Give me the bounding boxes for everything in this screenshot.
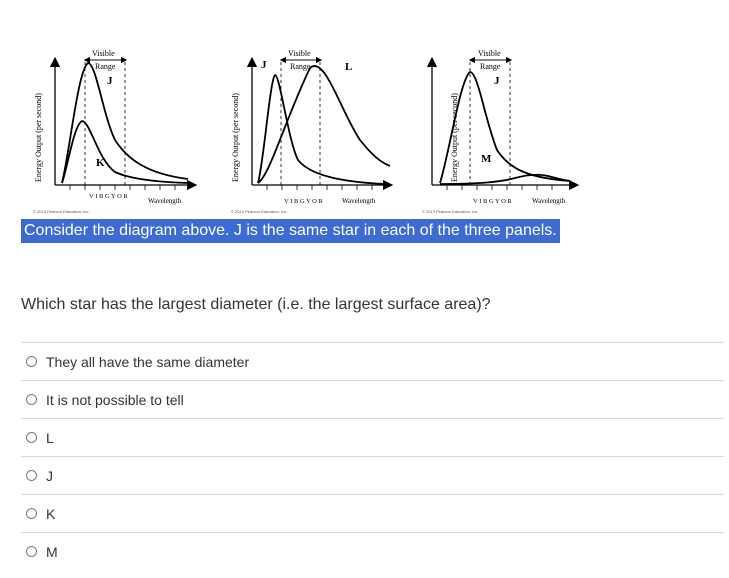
star-energy-diagram — [0, 0, 729, 220]
star-label-l: L — [345, 61, 353, 73]
option-l[interactable] — [21, 418, 724, 456]
svg-text:Range: Range — [95, 62, 116, 71]
svg-text:Visible: Visible — [92, 49, 115, 58]
svg-text:Range: Range — [290, 62, 311, 71]
option-label: M — [46, 543, 58, 560]
svg-text:Visible: Visible — [288, 49, 311, 58]
option-label: J — [46, 467, 53, 484]
svg-text:Wavelength: Wavelength — [532, 197, 566, 205]
panel-2 — [231, 49, 390, 214]
svg-text:V I B G Y O R: V I B G Y O R — [473, 198, 512, 205]
svg-text:Visible: Visible — [478, 49, 501, 58]
y-axis-label: Energy Output (per second) — [231, 93, 240, 182]
option-k[interactable] — [21, 494, 724, 532]
radio-button[interactable] — [26, 394, 37, 405]
option-j[interactable] — [21, 456, 724, 494]
radio-button[interactable] — [26, 546, 37, 557]
star-label-k: K — [96, 157, 105, 169]
radio-button[interactable] — [26, 356, 37, 367]
question-text: Which star has the largest diameter (i.e. the largest surface area)? — [21, 296, 491, 313]
svg-text:Wavelength: Wavelength — [342, 197, 376, 205]
panel-3 — [422, 49, 574, 214]
option-label: It is not possible to tell — [46, 391, 184, 408]
star-label-m: M — [481, 153, 492, 165]
star-label-j: J — [107, 75, 113, 87]
radio-button[interactable] — [26, 432, 37, 443]
radio-button[interactable] — [26, 470, 37, 481]
option-same-diameter[interactable] — [21, 342, 724, 380]
svg-text:© 2013 Pearson Education, Inc.: © 2013 Pearson Education, Inc. — [33, 209, 90, 214]
option-m[interactable] — [21, 532, 724, 570]
prompt-text: Consider the diagram above. J is the same star in each of the three panels. — [21, 219, 560, 243]
radio-button[interactable] — [26, 508, 37, 519]
star-label-j: J — [261, 59, 267, 71]
option-label: They all have the same diameter — [46, 353, 250, 370]
y-axis-label: Energy Output (per second) — [450, 93, 459, 182]
option-label: K — [46, 505, 56, 522]
star-label-j: J — [494, 75, 500, 87]
option-not-possible[interactable] — [21, 380, 724, 418]
panel-1 — [33, 49, 192, 214]
svg-text:V I B G Y O R: V I B G Y O R — [284, 198, 323, 205]
svg-text:Range: Range — [480, 62, 501, 71]
svg-text:Wavelength: Wavelength — [148, 197, 182, 205]
svg-text:© 2013 Pearson Education, Inc.: © 2013 Pearson Education, Inc. — [422, 209, 479, 214]
svg-text:© 2013 Pearson Education, Inc.: © 2013 Pearson Education, Inc. — [231, 209, 288, 214]
option-label: L — [46, 429, 54, 446]
svg-text:V I B G Y O R: V I B G Y O R — [89, 193, 128, 200]
y-axis-label: Energy Output (per second) — [34, 93, 43, 182]
